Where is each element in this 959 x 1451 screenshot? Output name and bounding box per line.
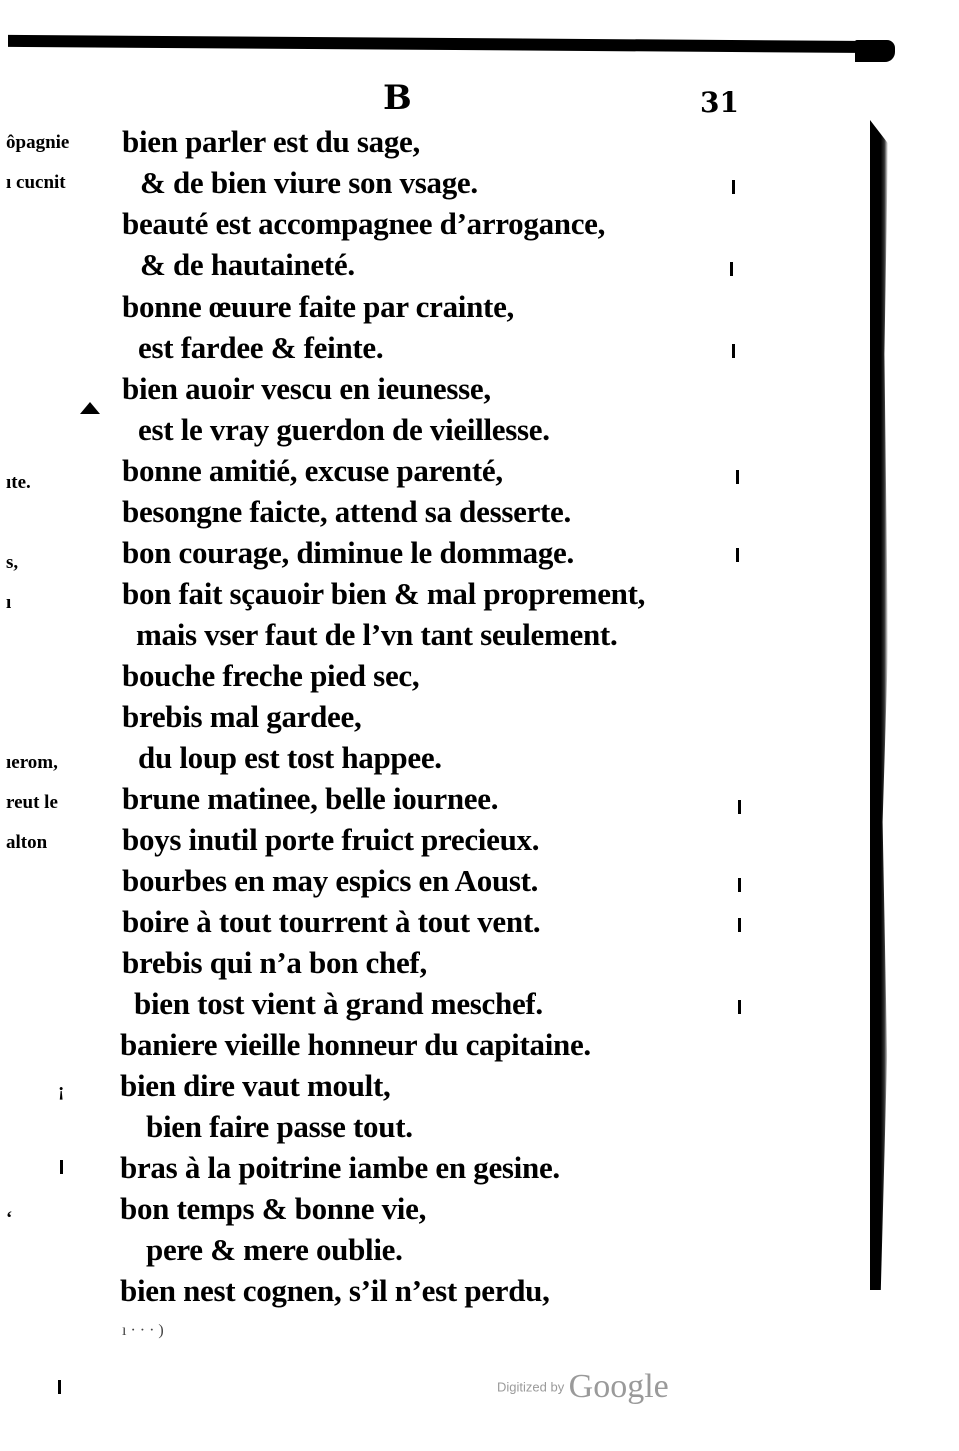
digitized-watermark [497, 1368, 669, 1406]
ink-speck [736, 548, 739, 562]
text-line: bon courage, diminue le dommage. [122, 535, 574, 570]
text-line: bien auoir vescu en ieunesse, [122, 371, 491, 406]
page-edge-shadow [870, 120, 888, 1290]
digitized-prefix: Digitized by [497, 1379, 565, 1395]
text-line: bonne amitié, excuse parenté, [122, 453, 503, 488]
text-line: bon fait sçauoir bien & mal proprement, [122, 576, 646, 611]
text-line: pere & mere oublie. [146, 1232, 403, 1267]
signature-mark: B [383, 78, 412, 118]
ink-speck [738, 800, 741, 814]
text-line: bien faire passe tout. [146, 1109, 413, 1144]
text-line: bien nest cognen, s’il n’est perdu, [120, 1273, 550, 1308]
text-line: & de hautaineté. [140, 247, 355, 282]
margin-note: reut le [6, 792, 58, 813]
text-line: mais vser faut de l’vn tant seulement. [136, 617, 618, 652]
ink-speck [738, 878, 741, 892]
text-line: est le vray guerdon de vieillesse. [138, 412, 550, 447]
margin-note: alton [6, 832, 48, 853]
text-line: brune matinee, belle iournee. [122, 781, 499, 816]
ink-speck [60, 1160, 63, 1174]
ink-speck [736, 470, 739, 484]
margin-note: ¡ [58, 1080, 65, 1101]
text-line: bras à la poitrine iambe en gesine. [120, 1150, 560, 1185]
text-line: boire à tout tourrent à tout vent. [122, 904, 541, 939]
margin-note: ıerom, [6, 752, 58, 773]
ink-speck [58, 1380, 61, 1394]
text-line: bien tost vient à grand meschef. [134, 986, 543, 1021]
text-line: beauté est accompagnee d’arrogance, [122, 206, 606, 241]
text-line: bonne œuure faite par crainte, [122, 289, 514, 324]
text-line: bourbes en may espics en Aoust. [122, 863, 539, 898]
text-line: bon temps & bonne vie, [120, 1191, 427, 1226]
margin-note: ʻ [6, 1208, 13, 1229]
text-line: brebis qui n’a bon chef, [122, 945, 427, 980]
margin-note: ı [6, 592, 12, 613]
digitized-brand-logo: Google [568, 1368, 669, 1405]
top-rule [8, 35, 888, 53]
text-line: du loup est tost happee. [138, 740, 442, 775]
ink-speck [732, 344, 735, 358]
text-line: boys inutil porte fruict precieux. [122, 822, 540, 857]
text-line: bien dire vaut moult, [120, 1068, 391, 1103]
text-line: bien parler est du sage, [122, 124, 420, 159]
text-line: bouche freche pied sec, [122, 658, 420, 693]
text-line: besongne faicte, attend sa desserte. [122, 494, 571, 529]
footer-stray-mark: ı · · · ) [122, 1322, 164, 1339]
page-number: 31 [700, 86, 739, 119]
margin-note: s, [6, 552, 19, 573]
caret-mark [80, 402, 100, 414]
text-line: & de bien viure son vsage. [140, 165, 478, 200]
ink-speck [738, 918, 741, 932]
ink-speck [732, 180, 735, 194]
margin-note: ı cucnit [6, 172, 66, 193]
text-line: brebis mal gardee, [122, 699, 362, 734]
ink-speck [738, 1000, 741, 1014]
ink-speck [730, 262, 733, 276]
text-line: baniere vieille honneur du capitaine. [120, 1027, 591, 1062]
top-rule-end [855, 40, 895, 62]
margin-note: ıte. [6, 472, 31, 493]
text-line: est fardee & feinte. [138, 330, 384, 365]
margin-note: ôpagnie [6, 132, 70, 153]
